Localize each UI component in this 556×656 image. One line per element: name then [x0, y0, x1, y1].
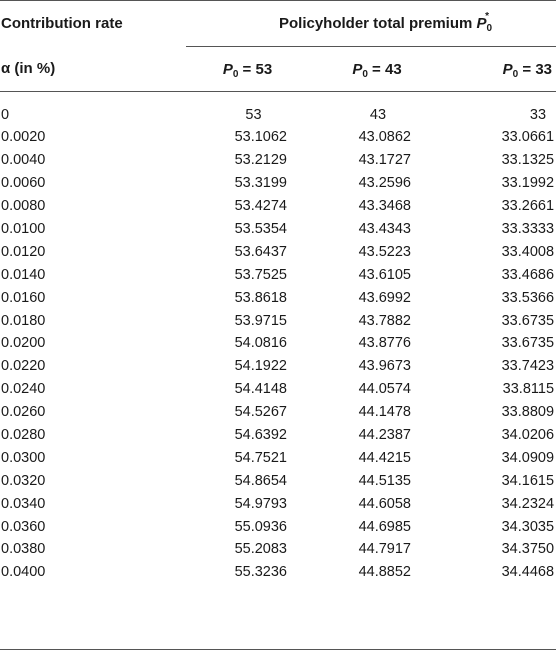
- alpha-cell: 0.0160: [1, 289, 46, 306]
- p0-43-cell: 43.0862: [358, 129, 411, 146]
- table-row: [0, 401, 556, 424]
- alpha-cell: 0.0360: [1, 518, 46, 535]
- p0-53-header: $P_0 = 53$: [186, 47, 309, 92]
- p0-43-cell: 44.6058: [358, 495, 411, 512]
- p0-43-cell: 44.6985: [358, 518, 411, 535]
- table-row: [0, 309, 556, 332]
- bottom-rule: [0, 649, 556, 650]
- p0-43-cell: 44.4215: [358, 449, 411, 466]
- table-row: [0, 469, 556, 492]
- table-row: [0, 515, 556, 538]
- p0-33-cell: 34.3750: [501, 541, 555, 558]
- p0-53-cell: 54.8654: [234, 472, 287, 489]
- table-row: [0, 424, 556, 447]
- p0-53-cell: 53.9715: [234, 312, 287, 329]
- alpha-cell: 0.0040: [1, 152, 46, 169]
- table-row: [0, 92, 556, 127]
- p0-53-cell: 53.1062: [234, 129, 287, 146]
- alpha-cell: 0.0180: [1, 312, 46, 329]
- table-row: [0, 263, 556, 286]
- p0-33-cell: 34.4468: [501, 564, 555, 581]
- p0-53-cell: 54.4148: [234, 381, 287, 398]
- table-row: [0, 126, 556, 149]
- p0-43-cell: 44.2387: [358, 427, 411, 444]
- p0-53-cell: 53: [245, 107, 262, 123]
- table-row: [0, 378, 556, 401]
- p0-33-cell: 34.3035: [501, 518, 555, 535]
- table-row: [0, 446, 556, 469]
- p0-33-cell: 33.2661: [501, 198, 555, 215]
- alpha-cell: 0.0220: [1, 358, 46, 375]
- p0-33-header: $P_0 = 33$: [445, 47, 556, 92]
- p0-43-header: $P_0 = 43$: [309, 47, 445, 92]
- p0-33-cell: 34.0206: [501, 427, 555, 444]
- p0-43-cell: 43.5223: [358, 243, 411, 260]
- table-row: [0, 355, 556, 378]
- table-row: [0, 538, 556, 561]
- p0-53-cell: 54.0816: [234, 335, 287, 352]
- alpha-cell: 0.0080: [1, 198, 46, 215]
- table-row: [0, 240, 556, 263]
- alpha-cell: 0.0060: [1, 175, 46, 192]
- p0-43-cell: 43.9673: [358, 358, 411, 375]
- alpha-cell: 0.0400: [1, 564, 46, 581]
- p0-33-cell: 33.5366: [501, 289, 555, 306]
- p0-43-cell: 43.8776: [358, 335, 411, 352]
- header-row-2: [0, 47, 556, 92]
- p0-33-cell: 33.4686: [501, 266, 555, 283]
- table-row: [0, 561, 556, 584]
- p0-53-cell: 54.6392: [234, 427, 287, 444]
- p0-43-cell: 44.8852: [358, 564, 411, 581]
- alpha-cell: 0.0240: [1, 381, 46, 398]
- p0-33-cell: 34.2324: [501, 495, 555, 512]
- p0-43-cell: 43.7882: [358, 312, 411, 329]
- p0-43-cell: 43.4343: [358, 221, 411, 237]
- table-body: [0, 92, 556, 584]
- p0-43-cell: 43.6992: [358, 289, 411, 306]
- alpha-cell: 0.0200: [1, 335, 46, 352]
- p0-53-cell: 55.0936: [234, 518, 287, 535]
- p0-43-cell: 44.1478: [358, 404, 411, 421]
- p0-33-cell: 33: [529, 107, 547, 123]
- alpha-cell: 0.0020: [1, 129, 46, 146]
- p0-33-cell: 33.0661: [501, 129, 555, 146]
- p0-53-cell: 54.5267: [234, 404, 287, 421]
- p0-33-cell: 33.4008: [501, 243, 555, 260]
- contribution-rate-header: Contribution rate: [0, 1, 186, 47]
- p0-53-cell: 53.6437: [234, 243, 287, 260]
- p0-33-cell: 33.7423: [501, 358, 555, 375]
- alpha-cell: 0.0140: [1, 266, 46, 283]
- p0-43-cell: 43.1727: [358, 152, 411, 169]
- p0-53-cell: 53.3199: [234, 175, 287, 192]
- p0-53-cell: 53.2129: [234, 152, 287, 169]
- p0-53-cell: 55.2083: [234, 541, 287, 558]
- policyholder-premium-label: Policyholder total premium: [278, 15, 477, 32]
- alpha-cell: 0.0300: [1, 449, 46, 466]
- header-row-1: [0, 1, 556, 47]
- p0-33-cell: 34.1615: [501, 472, 555, 489]
- p0-33-cell: 33.8809: [501, 404, 555, 421]
- premium-var: P: [476, 15, 487, 32]
- p0-53-cell: 54.7521: [234, 449, 287, 466]
- alpha-cell: 0.0100: [1, 221, 46, 237]
- p0-43-cell: 44.7917: [358, 541, 411, 558]
- p0-53-cell: 53.8618: [234, 289, 287, 306]
- table-row: [0, 149, 556, 172]
- p0-43-cell: 43: [369, 107, 387, 123]
- p0-33-cell: 33.6735: [501, 335, 555, 352]
- p0-53-cell: 53.5354: [234, 221, 287, 237]
- alpha-cell: 0.0260: [1, 404, 46, 421]
- p0-43-cell: 44.0574: [358, 381, 411, 398]
- p0-43-cell: 43.3468: [358, 198, 411, 215]
- table-row: [0, 332, 556, 355]
- policyholder-premium-header: [186, 1, 556, 47]
- p0-33-cell: 34.0909: [501, 449, 555, 466]
- alpha-cell: 0.0280: [1, 427, 46, 444]
- alpha-cell: 0.0340: [1, 495, 46, 512]
- p0-33-cell: 33.1325: [501, 152, 555, 169]
- alpha-header: α (in %): [0, 47, 186, 92]
- table-row: [0, 492, 556, 515]
- p0-53-cell: 55.3236: [234, 564, 287, 581]
- p0-33-cell: 33.6735: [501, 312, 555, 329]
- table-row: [0, 218, 556, 241]
- p0-53-cell: 54.9793: [234, 495, 287, 512]
- p0-33-cell: 33.3333: [501, 221, 555, 237]
- alpha-cell: 0: [1, 107, 10, 123]
- p0-43-cell: 43.2596: [358, 175, 411, 192]
- p0-53-cell: 54.1922: [234, 358, 287, 375]
- p0-43-cell: 44.5135: [358, 472, 411, 489]
- p0-53-cell: 53.4274: [234, 198, 287, 215]
- p0-43-cell: 43.6105: [358, 266, 411, 283]
- alpha-cell: 0.0120: [1, 243, 46, 260]
- p0-33-cell: 33.1992: [501, 175, 555, 192]
- table-row: [0, 172, 556, 195]
- p0-53-cell: 53.7525: [234, 266, 287, 283]
- p0-33-cell: 33.8115: [502, 381, 555, 398]
- alpha-cell: 0.0320: [1, 472, 46, 489]
- premium-var-sup: *: [485, 11, 490, 22]
- table-row: [0, 286, 556, 309]
- premium-var-sub: 0: [486, 23, 493, 34]
- table-row: [0, 195, 556, 218]
- alpha-cell: 0.0380: [1, 541, 46, 558]
